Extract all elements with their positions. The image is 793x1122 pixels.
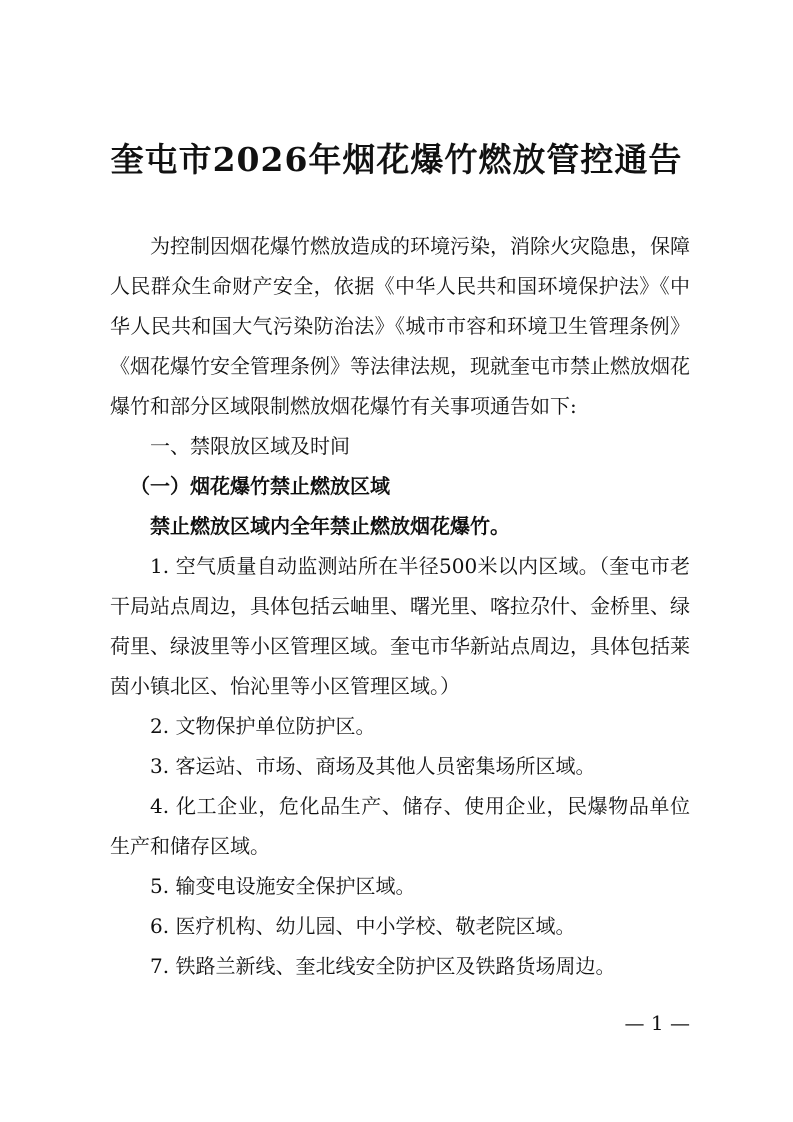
document-title: 奎屯市2026年烟花爆竹燃放管控通告 xyxy=(110,140,683,179)
list-item: 2. 文物保护单位防护区。 xyxy=(150,714,376,738)
list-item: 7. 铁路兰新线、奎北线安全防护区及铁路货场周边。 xyxy=(150,954,616,978)
list-item: 5. 输变电设施安全保护区域。 xyxy=(150,874,416,898)
bold-statement: 禁止燃放区域内全年禁止燃放烟花爆竹。 xyxy=(150,514,510,538)
list-item: 3. 客运站、市场、商场及其他人员密集场所区域。 xyxy=(150,754,596,778)
list-item: 4. 化工企业，危化品生产、储存、使用企业，民爆物品单位生产和储存区域。 xyxy=(110,794,690,858)
list-item: 1. 空气质量自动监测站所在半径500米以内区域。（奎屯市老干局站点周边，具体包括云岫里、曙光里、喀拉尕什、金桥里、绿荷里、绿波里等小区管理区域。奎屯市华新站点周边，具体包括莱茵小镇北区、怡沁里等小区管理区域。） xyxy=(110,554,690,698)
document-body xyxy=(110,226,690,986)
subsection-heading: （一）烟花爆竹禁止燃放区域 xyxy=(130,474,390,498)
section-heading: 一、禁限放区域及时间 xyxy=(150,434,350,458)
intro-paragraph: 为控制因烟花爆竹燃放造成的环境污染，消除火灾隐患，保障人民群众生命财产安全，依据《中华人民共和国环境保护法》《中华人民共和国大气污染防治法》《城市市容和环境卫生管理条例》《烟花爆竹安全管理条例》等法律法规，现就奎屯市禁止燃放烟花爆竹和部分区域限制燃放烟花爆竹有关事项通告如下: xyxy=(110,234,690,418)
list-item: 6. 医疗机构、幼儿园、中小学校、敬老院区域。 xyxy=(150,914,576,938)
page-number: — 1 — xyxy=(624,1011,690,1035)
